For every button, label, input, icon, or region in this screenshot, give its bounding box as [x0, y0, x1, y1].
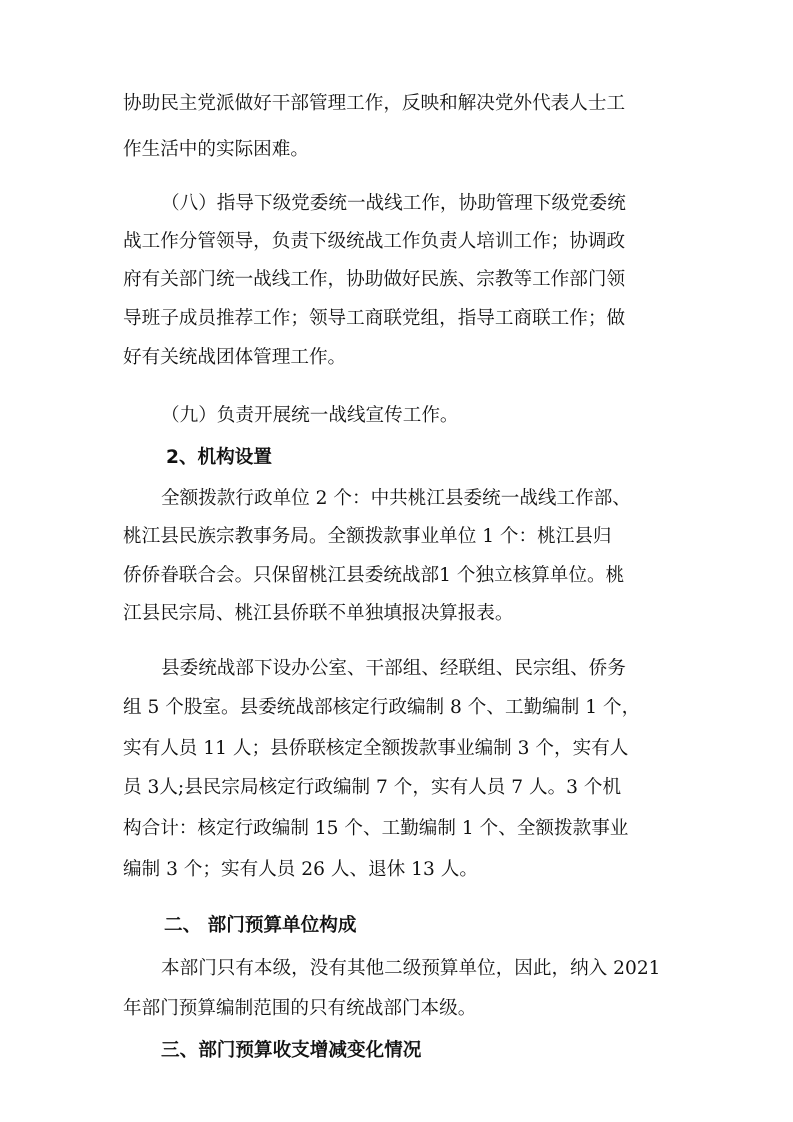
paragraph-line: 战工作分管领导，负责下级统战工作负责人培训工作；协调政 [123, 231, 626, 252]
section-heading: 二、 部门预算单位构成 [164, 915, 357, 936]
paragraph-line: 员 3人;县民宗局核定行政编制 7 个，实有人员 7 人。3 个机 [123, 777, 622, 798]
paragraph-line: 协助民主党派做好干部管理工作，反映和解决党外代表人士工 [123, 93, 626, 114]
paragraph-line: 实有人员 11 人；县侨联核定全额拨款事业编制 3 个，实有人 [123, 738, 629, 759]
paragraph-line: 年部门预算编制范围的只有统战部门本级。 [123, 998, 477, 1019]
paragraph-line: 组 5 个股室。县委统战部核定行政编制 8 个、工勤编制 1 个， [123, 697, 641, 718]
paragraph-line: （八）指导下级党委统一战线工作，协助管理下级党委统 [161, 193, 626, 214]
paragraph-line: 侨侨眷联合会。只保留桃江县委统战部1 个独立核算单位。桃 [123, 565, 625, 586]
paragraph-line: 江县民宗局、桃江县侨联不单独填报决算报表。 [123, 603, 514, 624]
paragraph-line: 作生活中的实际困难。 [123, 139, 309, 160]
paragraph-line: 本部门只有本级，没有其他二级预算单位，因此，纳入 2021 [161, 958, 661, 979]
paragraph-line: 导班子成员推荐工作；领导工商联党组，指导工商联工作；做 [123, 308, 626, 329]
paragraph-line: 编制 3 个；实有人员 26 人、退休 13 人。 [123, 859, 478, 880]
paragraph-line: （九）负责开展统一战线宣传工作。 [161, 405, 459, 426]
section-heading: 三、部门预算收支增减变化情况 [161, 1040, 422, 1061]
paragraph-line: 好有关统战团体管理工作。 [123, 347, 347, 368]
paragraph-line: 县委统战部下设办公室、干部组、经联组、民宗组、侨务 [161, 658, 626, 679]
section-heading: 2、机构设置 [166, 447, 272, 468]
paragraph-line: 桃江县民族宗教事务局。全额拨款事业单位 1 个：桃江县归 [123, 526, 612, 547]
paragraph-line: 府有关部门统一战线工作，协助做好民族、宗教等工作部门领 [123, 269, 626, 290]
paragraph-line: 构合计：核定行政编制 15 个、工勤编制 1 个、全额拨款事业 [123, 818, 629, 839]
paragraph-line: 全额拨款行政单位 2 个：中共桃江县委统一战线工作部、 [161, 488, 631, 509]
